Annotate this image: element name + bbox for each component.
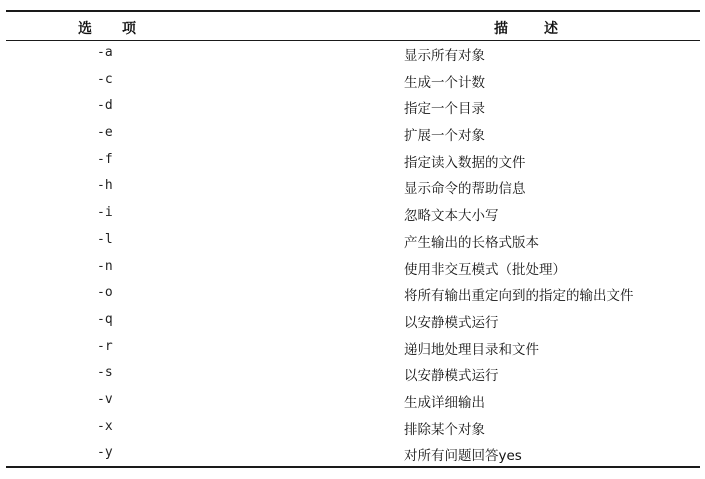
table-body (6, 41, 700, 468)
table-row (6, 335, 700, 362)
description-cell: 将所有输出重定向到的指定的输出文件 (404, 288, 634, 305)
table-row (6, 255, 700, 282)
table-row (6, 281, 700, 308)
option-cell: -e (97, 125, 113, 141)
description-cell: 扩展一个对象 (404, 128, 485, 145)
option-cell: -r (97, 338, 113, 354)
description-cell: 递归地处理目录和文件 (404, 341, 539, 358)
table-row (6, 361, 700, 388)
table-row (6, 148, 700, 175)
table-row (6, 388, 700, 415)
option-cell: -v (97, 391, 113, 407)
description-cell: 显示所有对象 (404, 48, 485, 64)
table-row (6, 228, 700, 255)
table-row (6, 94, 700, 121)
option-cell: -q (97, 311, 113, 327)
option-cell: -y (97, 445, 113, 461)
table-row (6, 174, 700, 201)
option-cell: -c (97, 71, 113, 87)
option-cell: -l (97, 231, 113, 247)
option-cell: -h (97, 178, 113, 194)
description-cell: 使用非交互模式（批处理） (404, 261, 566, 278)
description-cell: 指定一个目录 (404, 101, 485, 118)
description-cell: 生成详细输出 (404, 394, 485, 411)
option-cell: -d (97, 98, 113, 114)
option-cell: -o (97, 285, 113, 301)
table-row (6, 201, 700, 228)
description-cell: 对所有问题回答yes (404, 448, 522, 465)
description-cell: 以安静模式运行 (404, 368, 499, 385)
description-cell: 生成一个计数 (404, 74, 485, 91)
description-cell: 显示命令的帮助信息 (404, 181, 526, 198)
option-cell: -i (97, 205, 113, 221)
option-cell: -f (97, 151, 113, 167)
description-cell: 指定读入数据的文件 (404, 154, 526, 171)
description-cell: 以安静模式运行 (404, 314, 499, 331)
header-description: 描述 (494, 21, 594, 37)
table-row (6, 308, 700, 335)
description-cell: 忽略文本大小写 (404, 208, 499, 225)
table-row (6, 41, 700, 68)
header-option: 选项 (78, 21, 166, 37)
option-cell: -a (97, 45, 113, 60)
option-cell: -x (97, 418, 113, 434)
option-cell: -s (97, 365, 113, 381)
table-row (6, 68, 700, 95)
table-row (6, 121, 700, 148)
table-bottom-rule (6, 466, 700, 468)
option-cell: -n (97, 258, 113, 274)
table-row (6, 441, 700, 468)
description-cell: 排除某个对象 (404, 421, 485, 438)
table-header (6, 12, 700, 40)
table-row (6, 415, 700, 442)
description-cell: 产生输出的长格式版本 (404, 234, 539, 251)
